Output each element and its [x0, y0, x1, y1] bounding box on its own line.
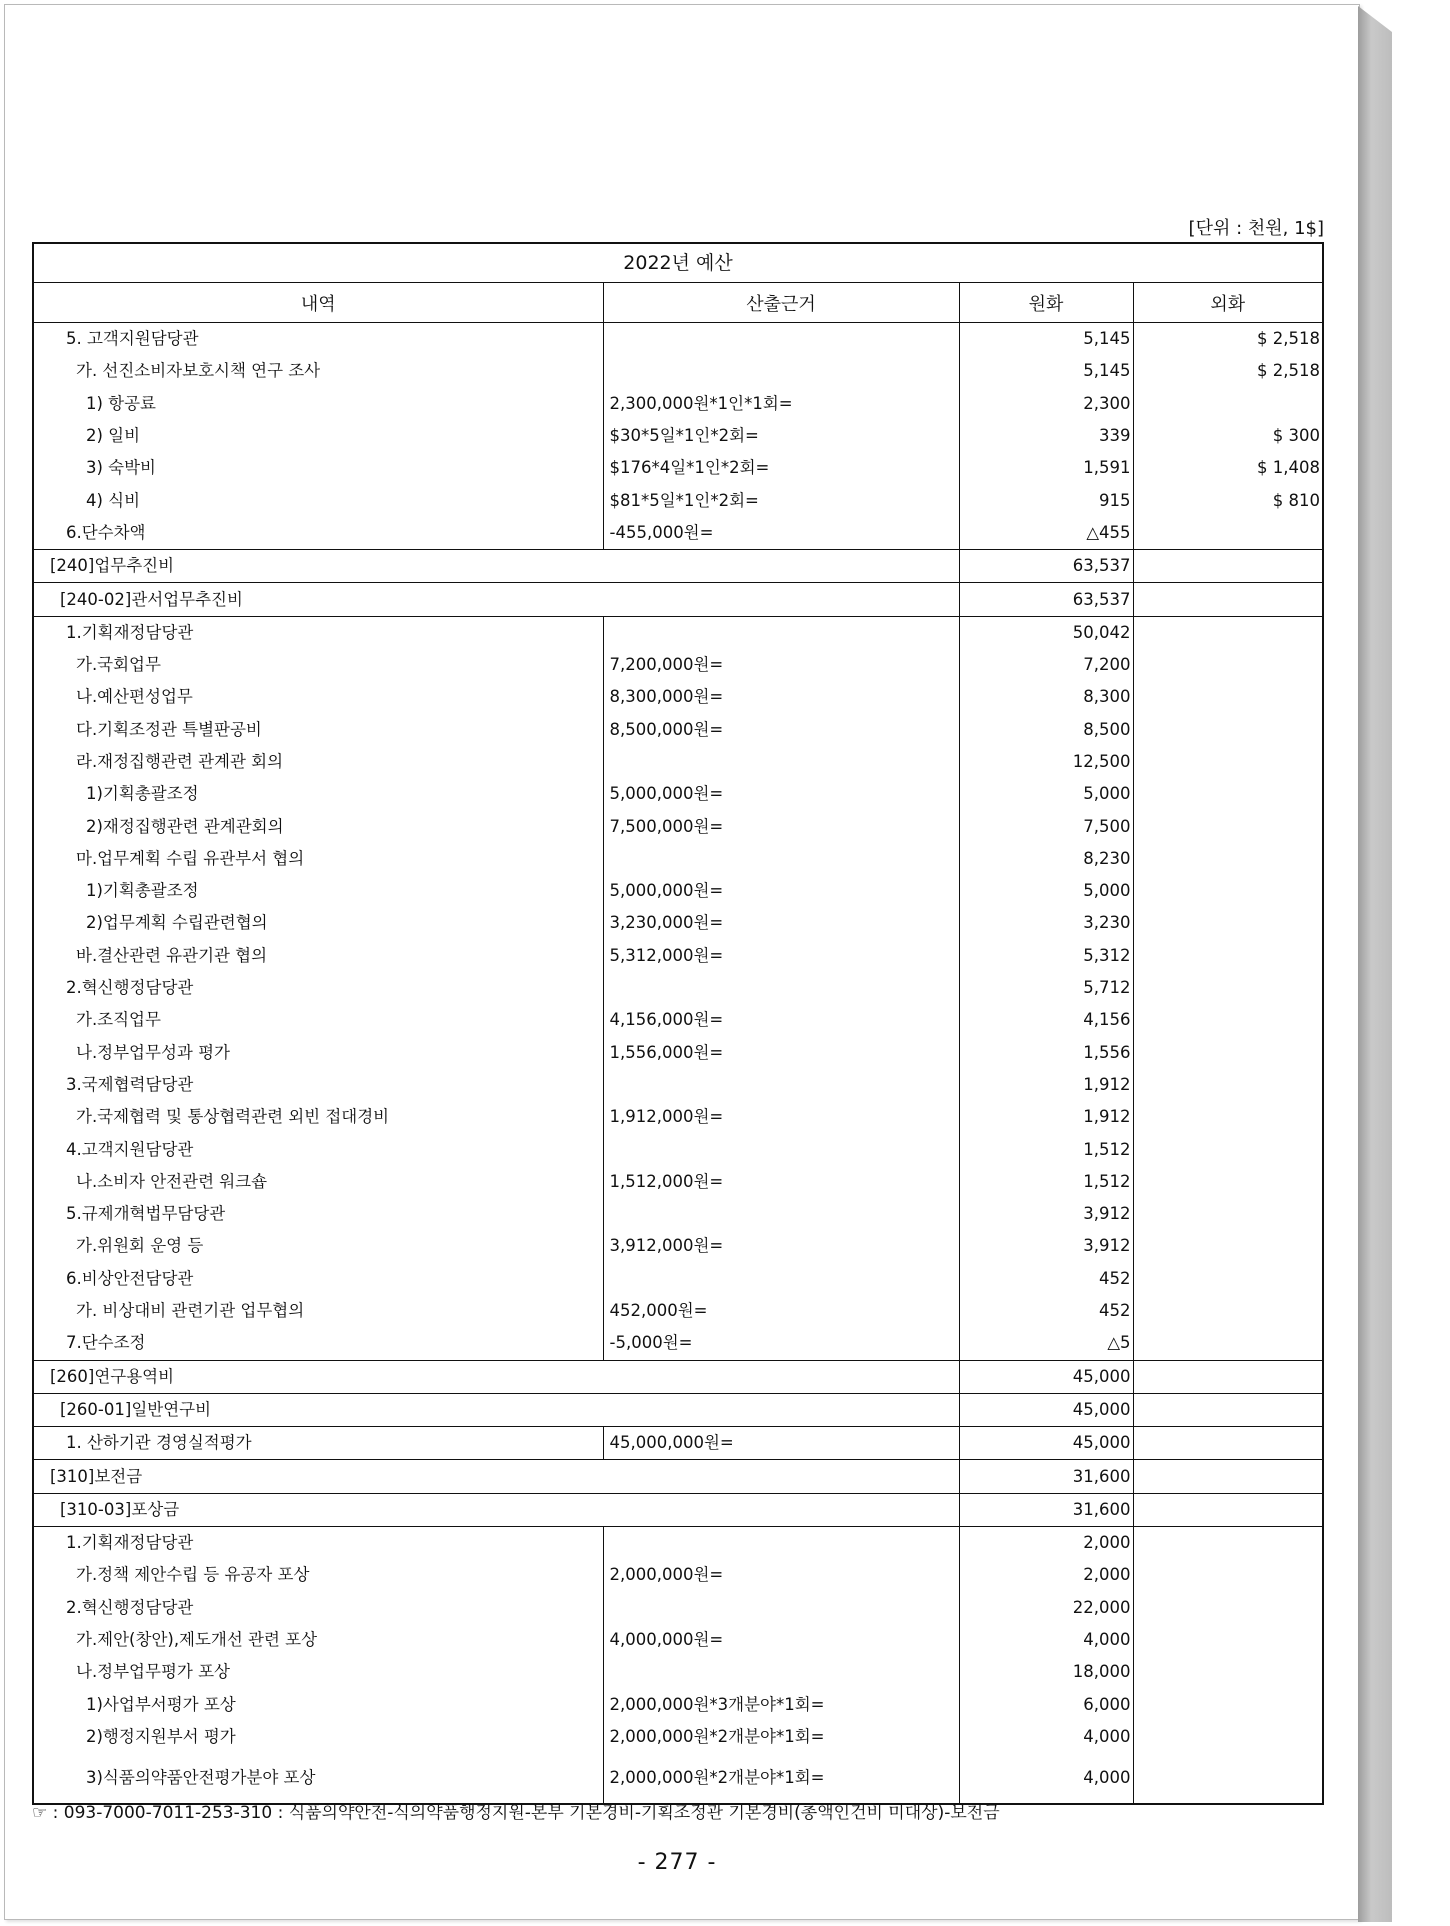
- unit-label: [단위 : 천원, 1$]: [1188, 218, 1324, 239]
- row-krw: 8,500: [959, 714, 1133, 746]
- row-item: 마.업무계획 수립 유관부서 협의: [76, 848, 305, 868]
- row-krw: 915: [959, 484, 1133, 516]
- row-krw: 2,000: [959, 1526, 1133, 1559]
- row-krw: 8,230: [959, 843, 1133, 875]
- table-row: [34, 1101, 1322, 1133]
- row-basis: 2,000,000원*3개분야*1회=: [603, 1688, 959, 1720]
- row-basis: 5,000,000원=: [603, 875, 959, 907]
- row-fx: [1133, 972, 1322, 1004]
- table-row: [34, 940, 1322, 972]
- row-krw: 1,912: [959, 1069, 1133, 1101]
- table-row: [34, 843, 1322, 875]
- table-row: [34, 1559, 1322, 1591]
- row-basis: $30*5일*1인*2회=: [603, 420, 959, 452]
- row-krw: 12,500: [959, 746, 1133, 778]
- row-item: 1. 산하기관 경영실적평가: [34, 1427, 603, 1460]
- row-krw: 1,912: [959, 1101, 1133, 1133]
- row-item: 나.예산편성업무: [76, 687, 193, 707]
- page-number: - 277 -: [637, 1850, 717, 1875]
- row-fx: [1133, 1360, 1322, 1393]
- row-krw: 45,000: [959, 1360, 1133, 1393]
- row-krw: 7,500: [959, 810, 1133, 842]
- row-krw: △455: [959, 517, 1133, 550]
- budget-table-frame: [32, 242, 1324, 1805]
- row-item: [310]보전금: [34, 1460, 959, 1493]
- table-row: [34, 388, 1322, 420]
- row-basis: 2,000,000원*2개분야*1회=: [603, 1721, 959, 1753]
- table-row: [34, 484, 1322, 516]
- row-basis: [603, 1656, 959, 1688]
- row-krw: 6,000: [959, 1688, 1133, 1720]
- row-fx: [1133, 1198, 1322, 1230]
- row-fx: [1133, 778, 1322, 810]
- row-fx: [1133, 1101, 1322, 1133]
- row-fx: [1133, 1559, 1322, 1591]
- row-krw: 4,156: [959, 1004, 1133, 1036]
- row-fx: [1133, 681, 1322, 713]
- header-item: 내역: [34, 283, 603, 323]
- row-fx: [1133, 1624, 1322, 1656]
- row-item: 3.국제협력담당관: [66, 1074, 194, 1094]
- row-item: 2.혁신행정담당관: [66, 978, 194, 998]
- row-fx: [1133, 1688, 1322, 1720]
- row-basis: 7,200,000원=: [603, 649, 959, 681]
- table-row: [34, 1688, 1322, 1720]
- row-fx: [1133, 1460, 1322, 1493]
- table-row: [34, 1526, 1322, 1559]
- row-item: 4) 식비: [86, 490, 141, 510]
- table-row: [34, 1327, 1322, 1360]
- table-row: [34, 1069, 1322, 1101]
- row-fx: [1133, 1295, 1322, 1327]
- row-krw: 45,000: [959, 1427, 1133, 1460]
- row-fx: [1133, 1166, 1322, 1198]
- row-basis: [603, 972, 959, 1004]
- row-item: 1) 항공료: [86, 393, 156, 413]
- table-row: [34, 1133, 1322, 1165]
- row-fx: [1133, 616, 1322, 649]
- row-fx: $ 2,518: [1133, 355, 1322, 387]
- row-krw: 5,712: [959, 972, 1133, 1004]
- table-row: [34, 355, 1322, 387]
- row-fx: [1133, 1656, 1322, 1688]
- row-krw: 5,000: [959, 778, 1133, 810]
- row-basis: [603, 1133, 959, 1165]
- footnote: ☞ : 093-7000-7011-253-310 : 식품의약안전-식의약품행정지원-본부 기본경비-기획조정관 기본경비(총액인건비 미대상)-보전금: [32, 1803, 1000, 1823]
- table-row: [34, 746, 1322, 778]
- table-row: [34, 1624, 1322, 1656]
- row-krw: 452: [959, 1263, 1133, 1295]
- table-row: [34, 649, 1322, 681]
- row-fx: [1133, 875, 1322, 907]
- row-basis: -455,000원=: [603, 517, 959, 550]
- table-row: [34, 810, 1322, 842]
- row-basis: 4,156,000원=: [603, 1004, 959, 1036]
- row-basis: [603, 616, 959, 649]
- row-fx: [1133, 1004, 1322, 1036]
- row-item: 2) 일비: [86, 426, 141, 446]
- row-fx: $ 1,408: [1133, 452, 1322, 484]
- row-fx: [1133, 550, 1322, 583]
- page-edge: [1358, 6, 1392, 1922]
- row-basis: 1,512,000원=: [603, 1166, 959, 1198]
- row-basis: 3,912,000원=: [603, 1230, 959, 1262]
- row-item: [310-03]포상금: [34, 1493, 959, 1526]
- row-krw: 50,042: [959, 616, 1133, 649]
- table-row: [34, 452, 1322, 484]
- budget-table: [34, 283, 1322, 1803]
- row-fx: [1133, 1327, 1322, 1360]
- table-row: [34, 1721, 1322, 1753]
- row-item: [260]연구용역비: [34, 1360, 959, 1393]
- row-krw: 1,556: [959, 1037, 1133, 1069]
- row-item: [240]업무추진비: [34, 550, 959, 583]
- table-row: [34, 1393, 1322, 1426]
- row-krw: 452: [959, 1295, 1133, 1327]
- row-krw: 2,300: [959, 388, 1133, 420]
- row-item: 2.혁신행정담당관: [66, 1597, 194, 1617]
- row-item: 나.소비자 안전관련 워크숍: [76, 1171, 268, 1191]
- row-item: 다.기획조정관 특별판공비: [76, 719, 262, 739]
- row-krw: 5,312: [959, 940, 1133, 972]
- row-krw: 5,145: [959, 323, 1133, 356]
- row-krw: 31,600: [959, 1493, 1133, 1526]
- row-basis: 45,000,000원=: [603, 1427, 959, 1460]
- row-item: 3) 숙박비: [86, 458, 156, 478]
- table-row: [34, 972, 1322, 1004]
- row-basis: [603, 1198, 959, 1230]
- table-row: [34, 778, 1322, 810]
- row-basis: [603, 746, 959, 778]
- table-row: [34, 517, 1322, 550]
- row-basis: [603, 1263, 959, 1295]
- row-item: 1.기획재정담당관: [34, 616, 603, 649]
- row-basis: [603, 1069, 959, 1101]
- row-item: 가.위원회 운영 등: [76, 1236, 204, 1256]
- row-krw: 1,591: [959, 452, 1133, 484]
- table-row: [34, 583, 1322, 616]
- row-item: 1.기획재정담당관: [34, 1526, 603, 1559]
- row-krw: 1,512: [959, 1166, 1133, 1198]
- row-fx: [1133, 1263, 1322, 1295]
- row-krw: △5: [959, 1327, 1133, 1360]
- row-krw: 7,200: [959, 649, 1133, 681]
- row-krw: 4,000: [959, 1624, 1133, 1656]
- table-row: [34, 420, 1322, 452]
- row-basis: 2,000,000원*2개분야*1회=: [603, 1753, 959, 1803]
- table-row: [34, 550, 1322, 583]
- table-row: [34, 616, 1322, 649]
- row-krw: 1,512: [959, 1133, 1133, 1165]
- row-item: 가.국제협력 및 통상협력관련 외빈 접대경비: [76, 1107, 390, 1127]
- row-krw: 339: [959, 420, 1133, 452]
- row-basis: 5,312,000원=: [603, 940, 959, 972]
- table-row: [34, 714, 1322, 746]
- row-basis: $176*4일*1인*2회=: [603, 452, 959, 484]
- row-krw: 31,600: [959, 1460, 1133, 1493]
- row-item: 나.정부업무평가 포상: [76, 1662, 230, 1682]
- row-fx: [1133, 517, 1322, 550]
- row-krw: 3,230: [959, 907, 1133, 939]
- row-fx: [1133, 1230, 1322, 1262]
- row-item: 가.국회업무: [76, 655, 161, 675]
- row-basis: 5,000,000원=: [603, 778, 959, 810]
- row-fx: [1133, 843, 1322, 875]
- table-row: [34, 1592, 1322, 1624]
- row-fx: [1133, 714, 1322, 746]
- row-item: 바.결산관련 유관기관 협의: [76, 945, 268, 965]
- row-item: 4.고객지원담당관: [66, 1139, 194, 1159]
- row-item: 3)식품의약품안전평가분야 포상: [86, 1768, 316, 1788]
- row-item: 가.제안(창안),제도개선 관련 포상: [76, 1630, 318, 1650]
- row-item: 5.규제개혁법무담당관: [66, 1204, 226, 1224]
- row-fx: [1133, 1721, 1322, 1753]
- row-item: 가. 선진소비자보호시책 연구 조사: [76, 361, 321, 381]
- table-row: [34, 907, 1322, 939]
- row-basis: 3,230,000원=: [603, 907, 959, 939]
- row-fx: [1133, 1069, 1322, 1101]
- row-item: 5. 고객지원담당관: [66, 329, 199, 349]
- table-row: [34, 875, 1322, 907]
- row-item: 6.단수차액: [66, 522, 146, 542]
- row-fx: [1133, 1493, 1322, 1526]
- row-fx: [1133, 1753, 1322, 1803]
- table-row: [34, 1460, 1322, 1493]
- row-krw: 4,000: [959, 1721, 1133, 1753]
- row-krw: 2,000: [959, 1559, 1133, 1591]
- row-basis: 4,000,000원=: [603, 1624, 959, 1656]
- row-item: 2)행정지원부서 평가: [86, 1726, 236, 1746]
- row-item: 1)기획총괄조정: [86, 784, 199, 804]
- table-row: [34, 1037, 1322, 1069]
- table-row: [34, 1427, 1322, 1460]
- table-row: [34, 323, 1322, 356]
- row-fx: [1133, 1526, 1322, 1559]
- row-basis: 2,300,000원*1인*1회=: [603, 388, 959, 420]
- row-item: 2)업무계획 수립관련협의: [86, 913, 268, 933]
- row-item: 가.정책 제안수립 등 유공자 포상: [76, 1565, 310, 1585]
- row-krw: 5,145: [959, 355, 1133, 387]
- table-row: [34, 1295, 1322, 1327]
- row-krw: 18,000: [959, 1656, 1133, 1688]
- row-basis: [603, 843, 959, 875]
- row-krw: 3,912: [959, 1230, 1133, 1262]
- row-item: 6.비상안전담당관: [66, 1268, 194, 1288]
- row-fx: [1133, 810, 1322, 842]
- row-krw: 63,537: [959, 550, 1133, 583]
- row-basis: 2,000,000원=: [603, 1559, 959, 1591]
- row-krw: 22,000: [959, 1592, 1133, 1624]
- table-row: [34, 1166, 1322, 1198]
- row-basis: [603, 323, 959, 356]
- table-body: [34, 323, 1322, 1804]
- row-fx: [1133, 583, 1322, 616]
- row-item: [240-02]관서업무추진비: [34, 583, 959, 616]
- row-fx: [1133, 746, 1322, 778]
- row-basis: 7,500,000원=: [603, 810, 959, 842]
- row-basis: [603, 355, 959, 387]
- row-fx: [1133, 907, 1322, 939]
- row-fx: $ 300: [1133, 420, 1322, 452]
- row-item: 나.정부업무성과 평가: [76, 1042, 230, 1062]
- row-fx: [1133, 1037, 1322, 1069]
- table-row: [34, 1656, 1322, 1688]
- header-krw: 원화: [959, 283, 1133, 323]
- table-row: [34, 681, 1322, 713]
- row-item: 라.재정집행관련 관계관 회의: [76, 752, 284, 771]
- row-item: 1)사업부서평가 포상: [86, 1694, 236, 1714]
- table-row: [34, 1263, 1322, 1295]
- row-basis: [603, 1592, 959, 1624]
- row-item: [260-01]일반연구비: [34, 1393, 959, 1426]
- row-krw: 3,912: [959, 1198, 1133, 1230]
- row-item: 7.단수조정: [66, 1333, 146, 1353]
- table-row: [34, 1493, 1322, 1526]
- table-row: [34, 1004, 1322, 1036]
- row-item: 가.조직업무: [76, 1010, 161, 1030]
- row-fx: [1133, 1427, 1322, 1460]
- header-fx: 외화: [1133, 283, 1322, 323]
- row-item: 1)기획총괄조정: [86, 881, 199, 901]
- row-item: 2)재정집행관련 관계관회의: [86, 816, 284, 836]
- row-krw: 8,300: [959, 681, 1133, 713]
- table-row: [34, 1360, 1322, 1393]
- row-basis: 8,300,000원=: [603, 681, 959, 713]
- row-fx: [1133, 1133, 1322, 1165]
- row-basis: 452,000원=: [603, 1295, 959, 1327]
- row-fx: [1133, 388, 1322, 420]
- table-header-row: [34, 283, 1322, 323]
- row-fx: [1133, 649, 1322, 681]
- table-title: 2022년 예산: [34, 244, 1322, 283]
- row-item: 가. 비상대비 관련기관 업무협의: [76, 1301, 305, 1321]
- header-basis: 산출근거: [603, 283, 959, 323]
- table-row: [34, 1198, 1322, 1230]
- row-fx: [1133, 1592, 1322, 1624]
- row-basis: [603, 1526, 959, 1559]
- row-krw: 63,537: [959, 583, 1133, 616]
- row-krw: 45,000: [959, 1393, 1133, 1426]
- row-fx: [1133, 940, 1322, 972]
- row-krw: 5,000: [959, 875, 1133, 907]
- row-basis: 1,556,000원=: [603, 1037, 959, 1069]
- table-row: [34, 1230, 1322, 1262]
- row-basis: 8,500,000원=: [603, 714, 959, 746]
- table-row: [34, 1753, 1322, 1803]
- row-fx: $ 810: [1133, 484, 1322, 516]
- row-basis: 1,912,000원=: [603, 1101, 959, 1133]
- row-basis: $81*5일*1인*2회=: [603, 484, 959, 516]
- row-krw: 4,000: [959, 1753, 1133, 1803]
- row-fx: $ 2,518: [1133, 323, 1322, 356]
- row-fx: [1133, 1393, 1322, 1426]
- row-basis: -5,000원=: [603, 1327, 959, 1360]
